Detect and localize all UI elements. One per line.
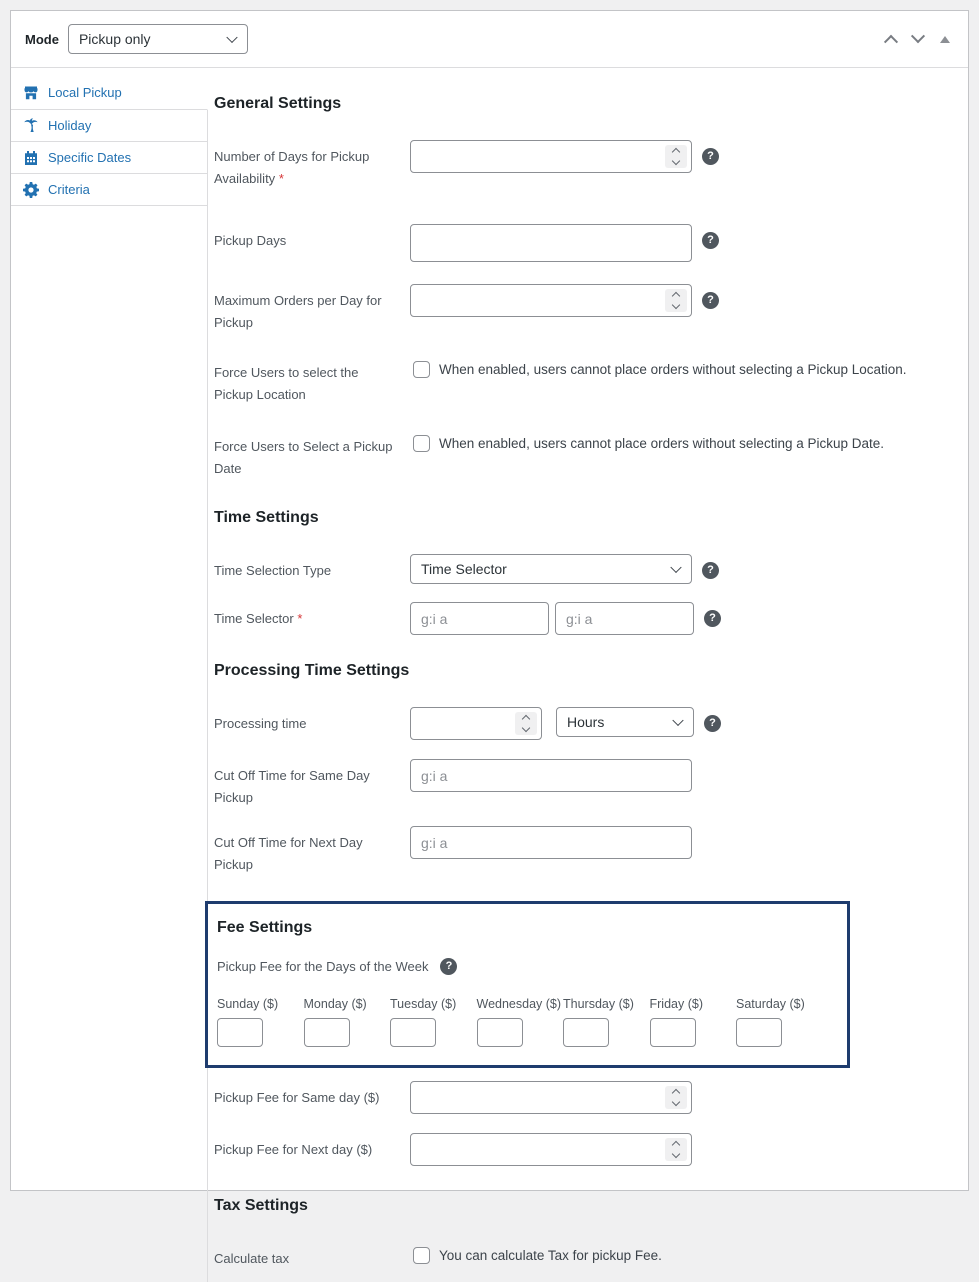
- field-row-cutoff-next-day: [214, 826, 950, 876]
- number-input-wrap: [410, 284, 692, 317]
- spinner-up-icon: [672, 148, 680, 156]
- processing-time-settings-title: Processing Time Settings: [214, 662, 410, 679]
- mode-select[interactable]: [68, 24, 248, 54]
- time-from-input[interactable]: [410, 602, 549, 635]
- help-icon[interactable]: ?: [702, 562, 719, 579]
- day-col-wednesday: [477, 997, 564, 1047]
- pickup-days-input[interactable]: [410, 224, 692, 262]
- number-spinner[interactable]: [665, 145, 687, 168]
- field-row-time-selection-type: [214, 554, 950, 584]
- force-location-checkbox[interactable]: [413, 361, 430, 378]
- sidebar-filler: [11, 206, 208, 1282]
- field-label: Time Selection Type: [214, 563, 332, 578]
- select-value: Time Selector: [421, 561, 507, 577]
- sidebar-tab-label: Specific Dates: [48, 150, 132, 165]
- day-col-monday: [304, 997, 391, 1047]
- same-day-fee-input[interactable]: [410, 1081, 692, 1114]
- sidebar-tab-specific-dates[interactable]: [11, 142, 208, 174]
- spinner-down-icon: [672, 1098, 680, 1106]
- field-label: Pickup Fee for Same day ($): [214, 1090, 380, 1105]
- checkbox-description: You can calculate Tax for pickup Fee.: [439, 1248, 662, 1263]
- toggle-panel-button[interactable]: [940, 36, 950, 43]
- sidebar: [11, 68, 208, 1282]
- day-col-tuesday: [390, 997, 477, 1047]
- chevron-down-icon: [226, 32, 237, 43]
- metabox-controls: [886, 34, 954, 44]
- field-row-processing-time: [214, 707, 950, 740]
- field-row-force-location: [214, 356, 950, 406]
- monday-fee-input[interactable]: [304, 1018, 350, 1047]
- number-input-wrap: [410, 1133, 692, 1166]
- mode-label: Mode: [25, 31, 59, 47]
- day-label: Wednesday ($): [476, 997, 562, 1011]
- tuesday-fee-input[interactable]: [390, 1018, 436, 1047]
- field-row-pickup-days: [214, 224, 950, 262]
- field-label: Time Selector *: [214, 611, 303, 626]
- panel-header: [11, 11, 968, 68]
- calendar-icon: [23, 150, 39, 166]
- spinner-down-icon: [672, 301, 680, 309]
- time-selection-type-select[interactable]: [410, 554, 692, 584]
- field-row-same-day-fee: [214, 1081, 950, 1114]
- fee-settings-title: Fee Settings: [217, 919, 313, 936]
- field-label: Force Users to Select a Pickup Date: [214, 439, 393, 476]
- help-icon[interactable]: ?: [704, 715, 721, 732]
- checkbox-description: When enabled, users cannot place orders without selecting a Pickup Date.: [439, 436, 885, 451]
- thursday-fee-input[interactable]: [563, 1018, 609, 1047]
- help-icon[interactable]: ?: [704, 610, 721, 627]
- field-label: Force Users to select the Pickup Location: [214, 365, 359, 402]
- sidebar-tab-local-pickup[interactable]: [11, 68, 208, 110]
- spinner-down-icon: [672, 1150, 680, 1158]
- chevron-down-icon: [672, 715, 683, 726]
- cutoff-next-day-input[interactable]: [410, 826, 692, 859]
- move-up-button[interactable]: [884, 35, 898, 49]
- checkbox-description: When enabled, users cannot place orders without selecting a Pickup Location.: [439, 362, 907, 377]
- required-asterisk: *: [278, 171, 284, 186]
- spinner-up-icon: [522, 715, 530, 723]
- day-col-saturday: [736, 997, 823, 1047]
- saturday-fee-input[interactable]: [736, 1018, 782, 1047]
- spinner-up-icon: [672, 292, 680, 300]
- sunday-fee-input[interactable]: [217, 1018, 263, 1047]
- number-spinner[interactable]: [665, 1138, 687, 1161]
- settings-content: [208, 68, 968, 1282]
- weekday-fee-grid: [217, 997, 837, 1047]
- force-date-checkbox[interactable]: [413, 435, 430, 452]
- number-spinner[interactable]: [515, 712, 537, 735]
- max-orders-input[interactable]: [410, 284, 692, 317]
- number-of-days-input[interactable]: [410, 140, 692, 173]
- day-label: Tuesday ($): [390, 997, 457, 1011]
- day-label: Saturday ($): [736, 997, 805, 1011]
- field-row-calculate-tax: [214, 1242, 950, 1270]
- field-label: Pickup Fee for the Days of the Week: [217, 959, 429, 974]
- processing-unit-select[interactable]: [556, 707, 694, 737]
- panel-body: [11, 68, 968, 1282]
- calculate-tax-checkbox[interactable]: [413, 1247, 430, 1264]
- field-label: Cut Off Time for Next Day Pickup: [214, 835, 363, 872]
- field-label: Calculate tax: [214, 1251, 290, 1266]
- day-col-thursday: [563, 997, 650, 1047]
- gear-icon: [23, 182, 39, 198]
- field-label: Cut Off Time for Same Day Pickup: [214, 768, 370, 805]
- field-row-number-of-days: [214, 140, 950, 190]
- field-label: Pickup Fee for Next day ($): [214, 1142, 373, 1157]
- sidebar-tab-criteria[interactable]: [11, 174, 208, 206]
- field-row-week-fees: [217, 958, 837, 975]
- number-input-wrap: [410, 1081, 692, 1114]
- required-asterisk: *: [297, 611, 303, 626]
- time-to-input[interactable]: [555, 602, 694, 635]
- day-label: Sunday ($): [217, 997, 279, 1011]
- sidebar-tab-label: Local Pickup: [48, 85, 122, 100]
- help-icon[interactable]: ?: [702, 292, 719, 309]
- field-label: Number of Days for Pickup Availability *: [214, 149, 370, 186]
- cutoff-same-day-input[interactable]: [410, 759, 692, 792]
- day-col-sunday: [217, 997, 304, 1047]
- field-row-time-selector: [214, 602, 950, 635]
- field-row-next-day-fee: [214, 1133, 950, 1166]
- settings-panel: [10, 10, 969, 1266]
- wednesday-fee-input[interactable]: [477, 1018, 523, 1047]
- field-label: Pickup Days: [214, 233, 287, 248]
- mode-select-value: Pickup only: [78, 31, 151, 47]
- number-input-wrap: [410, 707, 542, 740]
- sidebar-tab-label: Holiday: [48, 118, 92, 133]
- select-value: Hours: [567, 714, 605, 730]
- help-icon[interactable]: ?: [702, 148, 719, 165]
- tax-settings-title: Tax Settings: [214, 1197, 308, 1214]
- number-input-wrap: [410, 140, 692, 173]
- field-label: Processing time: [214, 716, 307, 731]
- fee-settings-highlight: [205, 901, 850, 1068]
- day-col-friday: [650, 997, 737, 1047]
- spinner-down-icon: [522, 724, 530, 732]
- palm-tree-icon: [23, 118, 39, 134]
- number-spinner[interactable]: [665, 1086, 687, 1109]
- number-spinner[interactable]: [665, 289, 687, 312]
- sidebar-tab-holiday[interactable]: [11, 110, 208, 142]
- time-settings-title: Time Settings: [214, 509, 319, 526]
- field-row-force-date: [214, 430, 950, 480]
- chevron-down-icon: [670, 562, 681, 573]
- sidebar-tab-label: Criteria: [48, 182, 90, 197]
- general-settings-title: General Settings: [214, 95, 342, 112]
- move-down-button[interactable]: [911, 29, 925, 43]
- store-icon: [23, 85, 39, 101]
- field-label: Maximum Orders per Day for Pickup: [214, 293, 382, 330]
- friday-fee-input[interactable]: [650, 1018, 696, 1047]
- day-label: Thursday ($): [563, 997, 634, 1011]
- help-icon[interactable]: ?: [440, 958, 457, 975]
- spinner-down-icon: [672, 157, 680, 165]
- day-label: Friday ($): [649, 997, 703, 1011]
- spinner-up-icon: [672, 1089, 680, 1097]
- next-day-fee-input[interactable]: [410, 1133, 692, 1166]
- field-row-max-orders: [214, 284, 950, 334]
- day-label: Monday ($): [303, 997, 367, 1011]
- spinner-up-icon: [672, 1141, 680, 1149]
- help-icon[interactable]: ?: [702, 232, 719, 249]
- field-row-cutoff-same-day: [214, 759, 950, 809]
